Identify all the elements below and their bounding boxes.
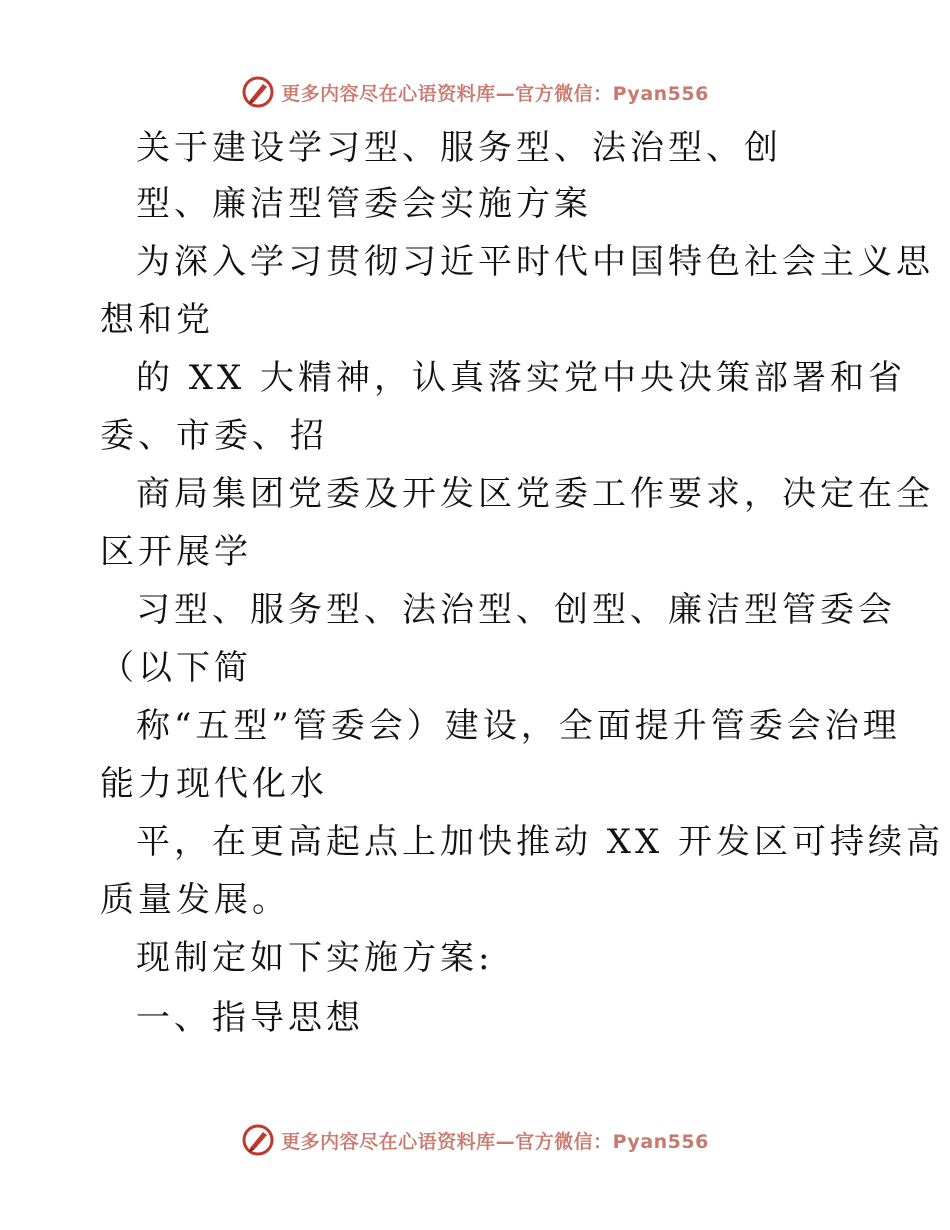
footer-watermark (0, 1118, 950, 1162)
section-heading: 一、指导思想 (136, 998, 364, 1038)
title-line-1: 关于建设学习型、服务型、法治型、创 (136, 128, 782, 168)
paragraph-line: 想和党 (100, 300, 214, 340)
paragraph-line: 委、市委、招 (100, 416, 328, 456)
paragraph-line: 平，在更高起点上加快推动 XX 开发区可持续高 (136, 822, 945, 862)
header-watermark (0, 70, 950, 114)
paragraph-line: 称“五型”管委会）建设，全面提升管委会治理 (136, 706, 901, 746)
paragraph-line: 能力现代化水 (100, 764, 328, 804)
paragraph-line: 的 XX 大精神，认真落实党中央决策部署和省 (136, 358, 907, 398)
paragraph-line: 商局集团党委及开发区党委工作要求，决定在全 (136, 474, 934, 514)
paragraph-line: 现制定如下实施方案: (136, 938, 494, 978)
paragraph-line: （以下简 (100, 648, 252, 688)
paragraph-line: 习型、服务型、法治型、创型、廉洁型管委会 (136, 590, 896, 630)
quill-logo-icon (241, 75, 275, 109)
paragraph-line: 区开展学 (100, 532, 252, 572)
watermark-text: 更多内容尽在心语资料库—官方微信：Pyan556 (281, 82, 709, 105)
title-line-2: 型、廉洁型管委会实施方案 (136, 184, 592, 224)
paragraph-line: 为深入学习贯彻习近平时代中国特色社会主义思 (136, 242, 934, 282)
paragraph-line: 质量发展。 (100, 880, 290, 920)
watermark-text: 更多内容尽在心语资料库—官方微信：Pyan556 (281, 1130, 709, 1153)
quill-logo-icon (241, 1123, 275, 1157)
